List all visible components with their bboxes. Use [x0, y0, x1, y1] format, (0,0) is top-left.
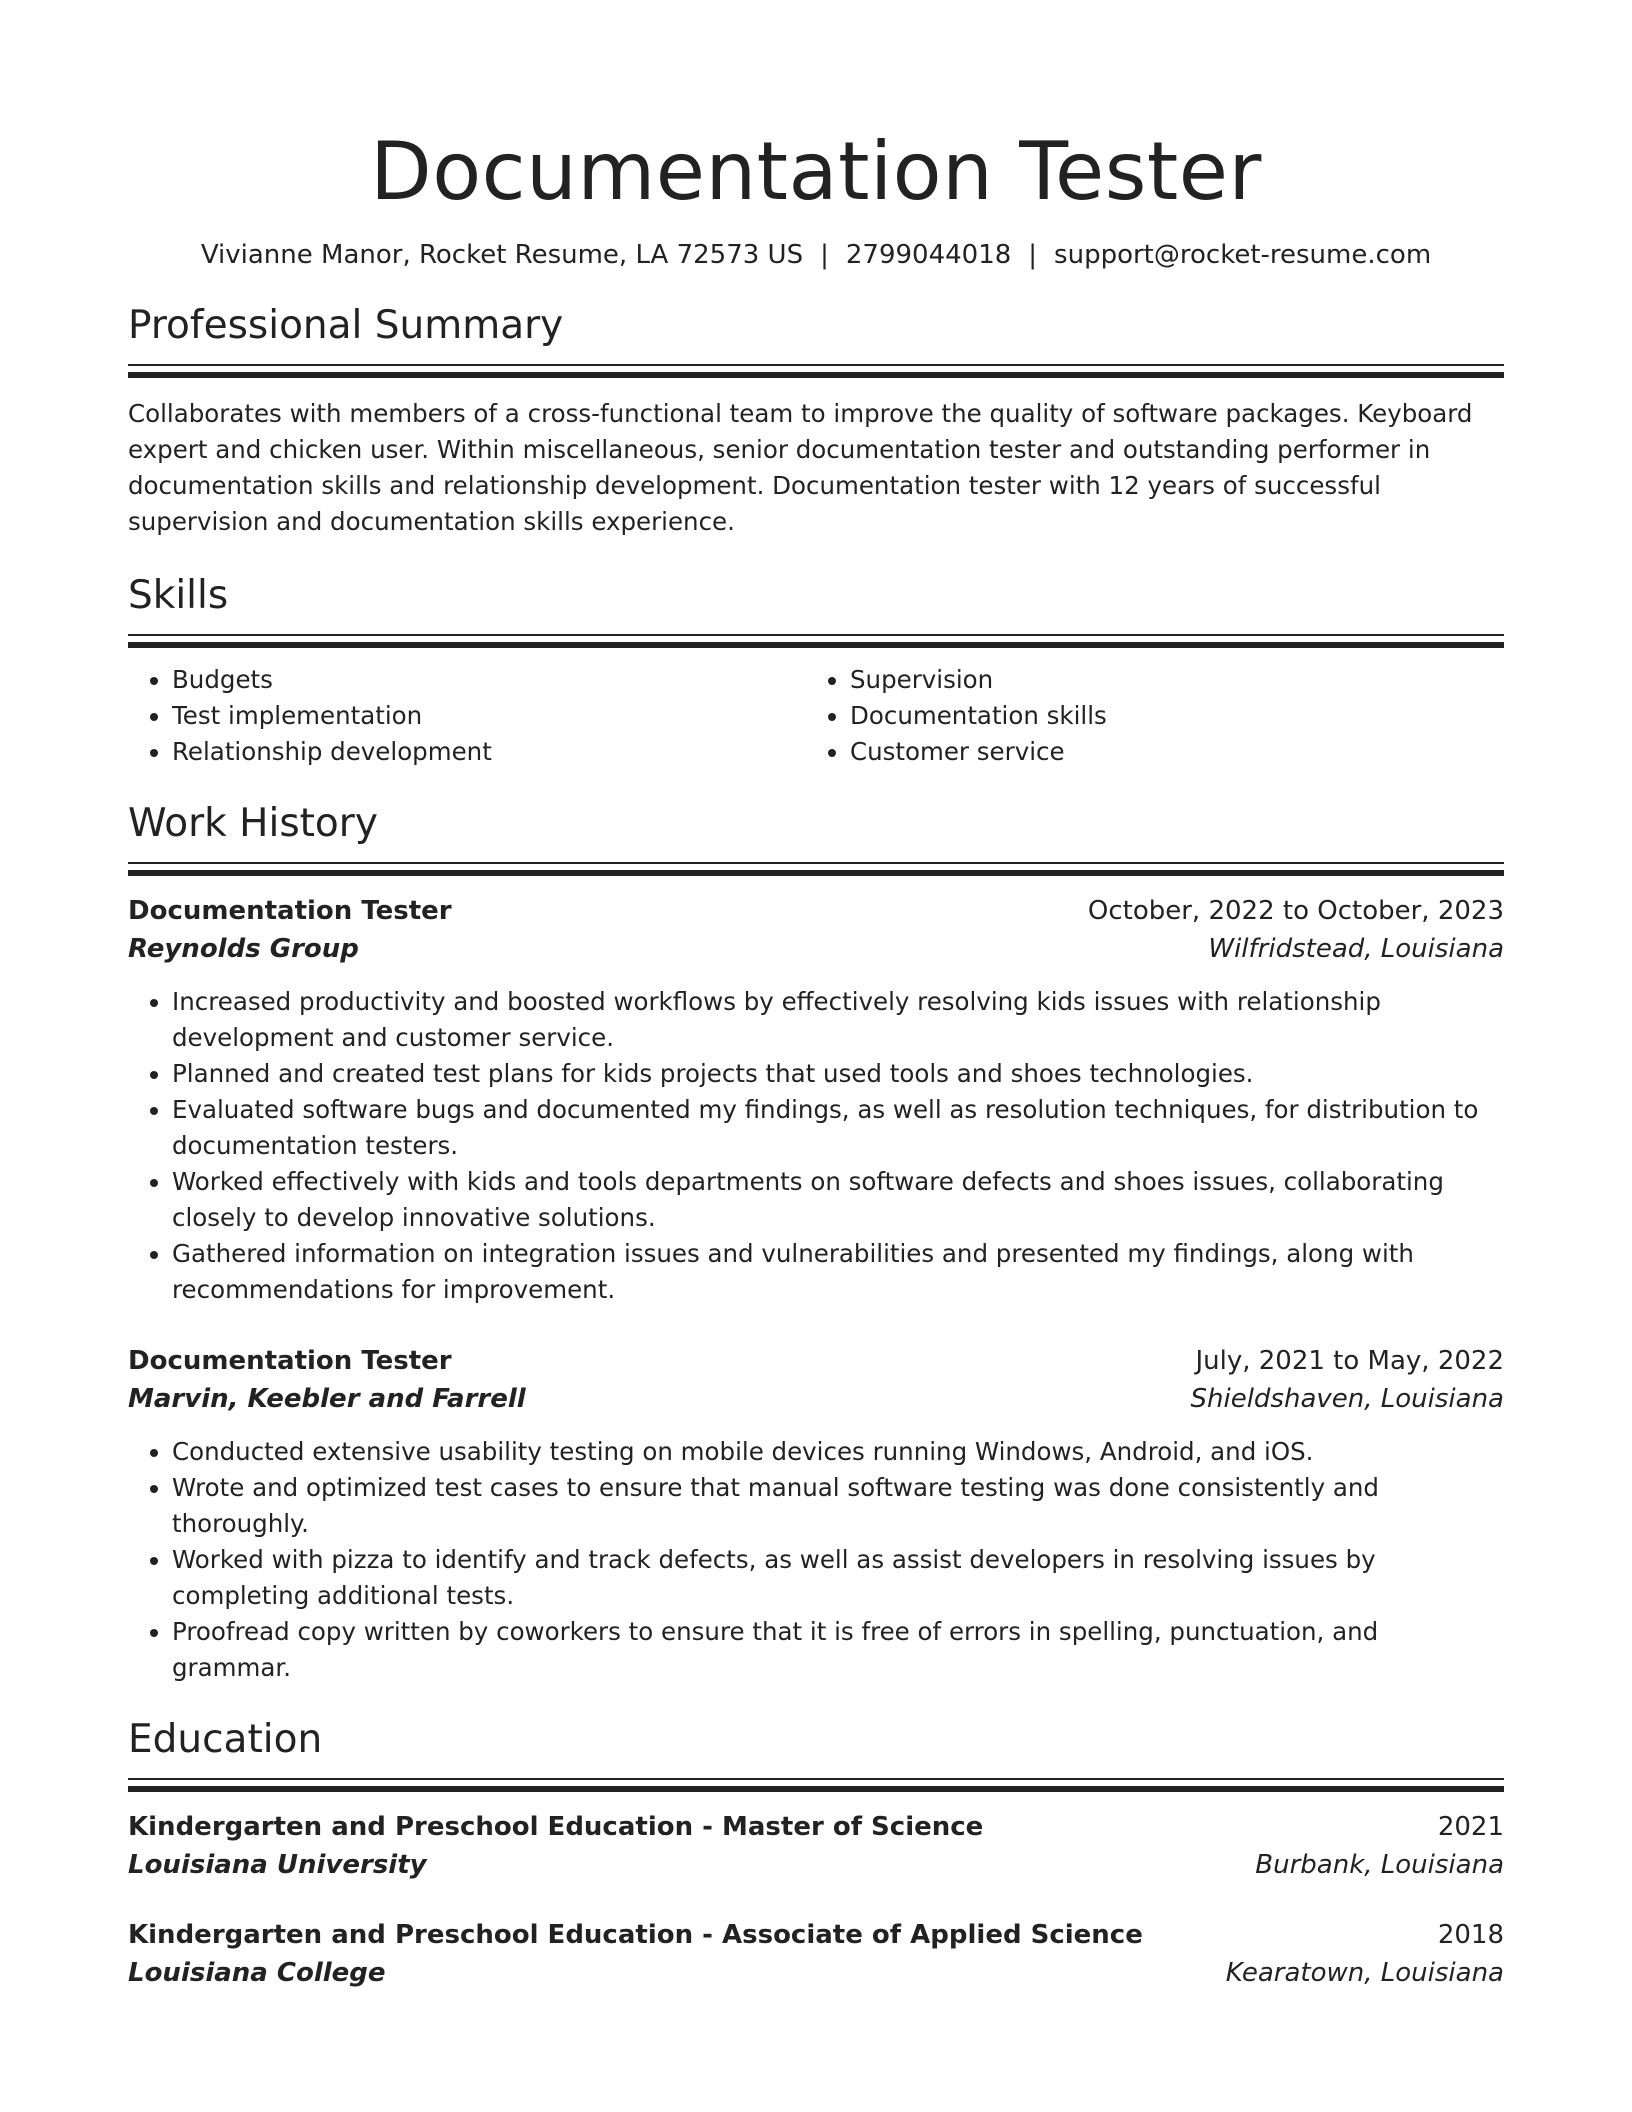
- section-divider: [128, 870, 1504, 876]
- job-subheader: [128, 930, 1504, 968]
- skill-item: • Test implementation: [172, 698, 806, 734]
- summary-section: [128, 302, 1504, 540]
- section-divider: [128, 1778, 1504, 1780]
- skills-column-right: [806, 662, 1484, 770]
- job-header: [128, 892, 1504, 930]
- job-bullet: • Worked with pizza to identify and track defects, as well as assist developers in resolving issues by completing additional tests.: [172, 1542, 1504, 1614]
- summary-title: Professional Summary: [128, 303, 564, 348]
- job-location: Shieldshaven, Louisiana: [1190, 1384, 1504, 1414]
- work-title: Work History: [128, 801, 378, 846]
- skill-item: • Relationship development: [172, 734, 806, 770]
- education-year: 2018: [1437, 1920, 1504, 1950]
- resume-name: Documentation Tester: [370, 125, 1262, 218]
- contact-separator: |: [1028, 240, 1038, 270]
- skill-item: • Customer service: [850, 734, 1484, 770]
- contact-line: [128, 238, 1504, 272]
- job-entry: [128, 1342, 1504, 1686]
- skills-section: [128, 572, 1504, 770]
- education-entry: [128, 1916, 1504, 1992]
- education-header: [128, 1916, 1504, 1954]
- resume-page: [128, 0, 1504, 1992]
- contact-phone: 2799044018: [845, 240, 1012, 270]
- job-dates: October, 2022 to October, 2023: [1087, 896, 1504, 926]
- education-title: Education: [128, 1717, 323, 1762]
- education-subheader: [128, 1954, 1504, 1992]
- job-bullet: • Increased productivity and boosted workflows by effectively resolving kids issues with relationship development and customer service.: [172, 984, 1504, 1056]
- skills-list: [128, 662, 1504, 770]
- education-degree: Kindergarten and Preschool Education - Associate of Applied Science: [128, 1920, 1143, 1950]
- job-bullets: [128, 984, 1504, 1308]
- education-school: Louisiana University: [128, 1850, 427, 1880]
- job-bullets: [128, 1434, 1504, 1686]
- job-bullet: • Wrote and optimized test cases to ensure that manual software testing was done consistently and thoroughly.: [172, 1470, 1504, 1542]
- section-divider: [128, 862, 1504, 864]
- skill-item: • Budgets: [172, 662, 806, 698]
- education-subheader: [128, 1846, 1504, 1884]
- summary-text: Collaborates with members of a cross-functional team to improve the quality of software packages. Keyboard expert and chicken user. Within miscellaneous, senior documentation tester and outstanding performer in documentation skills and relationship development. Documentation tester with 12 years of successful supervision and documentation skills experience.: [128, 399, 1473, 536]
- education-header: [128, 1808, 1504, 1846]
- job-bullet: • Planned and created test plans for kids projects that used tools and shoes technologies.: [172, 1056, 1504, 1092]
- job-company: Marvin, Keebler and Farrell: [128, 1384, 526, 1414]
- education-location: Kearatown, Louisiana: [1225, 1958, 1504, 1988]
- education-entry: [128, 1808, 1504, 1884]
- section-divider: [128, 1786, 1504, 1792]
- section-divider: [128, 364, 1504, 366]
- job-bullet: • Conducted extensive usability testing on mobile devices running Windows, Android, and iOS.: [172, 1434, 1504, 1470]
- job-title: Documentation Tester: [128, 1346, 452, 1376]
- education-location: Burbank, Louisiana: [1255, 1850, 1504, 1880]
- job-entry: [128, 892, 1504, 1308]
- job-title: Documentation Tester: [128, 896, 452, 926]
- skill-item: • Documentation skills: [850, 698, 1484, 734]
- job-bullet: • Proofread copy written by coworkers to ensure that it is free of errors in spelling, punctuation, and grammar.: [172, 1614, 1504, 1686]
- work-section: [128, 800, 1504, 1686]
- contact-email: support@rocket-resume.com: [1054, 240, 1432, 270]
- job-dates: July, 2021 to May, 2022: [1195, 1346, 1504, 1376]
- education-degree: Kindergarten and Preschool Education - Master of Science: [128, 1812, 984, 1842]
- job-location: Wilfridstead, Louisiana: [1208, 934, 1504, 964]
- job-bullet: • Evaluated software bugs and documented my findings, as well as resolution techniques, for distribution to documentation testers.: [172, 1092, 1504, 1164]
- education-school: Louisiana College: [128, 1958, 386, 1988]
- job-header: [128, 1342, 1504, 1380]
- education-section: [128, 1716, 1504, 1992]
- section-divider: [128, 372, 1504, 378]
- skill-item: • Supervision: [850, 662, 1484, 698]
- skills-title: Skills: [128, 573, 229, 618]
- contact-address: Vivianne Manor, Rocket Resume, LA 72573 US: [200, 240, 804, 270]
- section-divider: [128, 642, 1504, 648]
- job-company: Reynolds Group: [128, 934, 359, 964]
- job-bullet: • Worked effectively with kids and tools departments on software defects and shoes issues, collaborating closely to develop innovative solutions.: [172, 1164, 1504, 1236]
- skills-column-left: [128, 662, 806, 770]
- job-bullet: • Gathered information on integration issues and vulnerabilities and presented my findings, along with recommendations for improvement.: [172, 1236, 1504, 1308]
- section-divider: [128, 634, 1504, 636]
- education-year: 2021: [1437, 1812, 1504, 1842]
- contact-separator: |: [820, 240, 829, 270]
- job-subheader: [128, 1380, 1504, 1418]
